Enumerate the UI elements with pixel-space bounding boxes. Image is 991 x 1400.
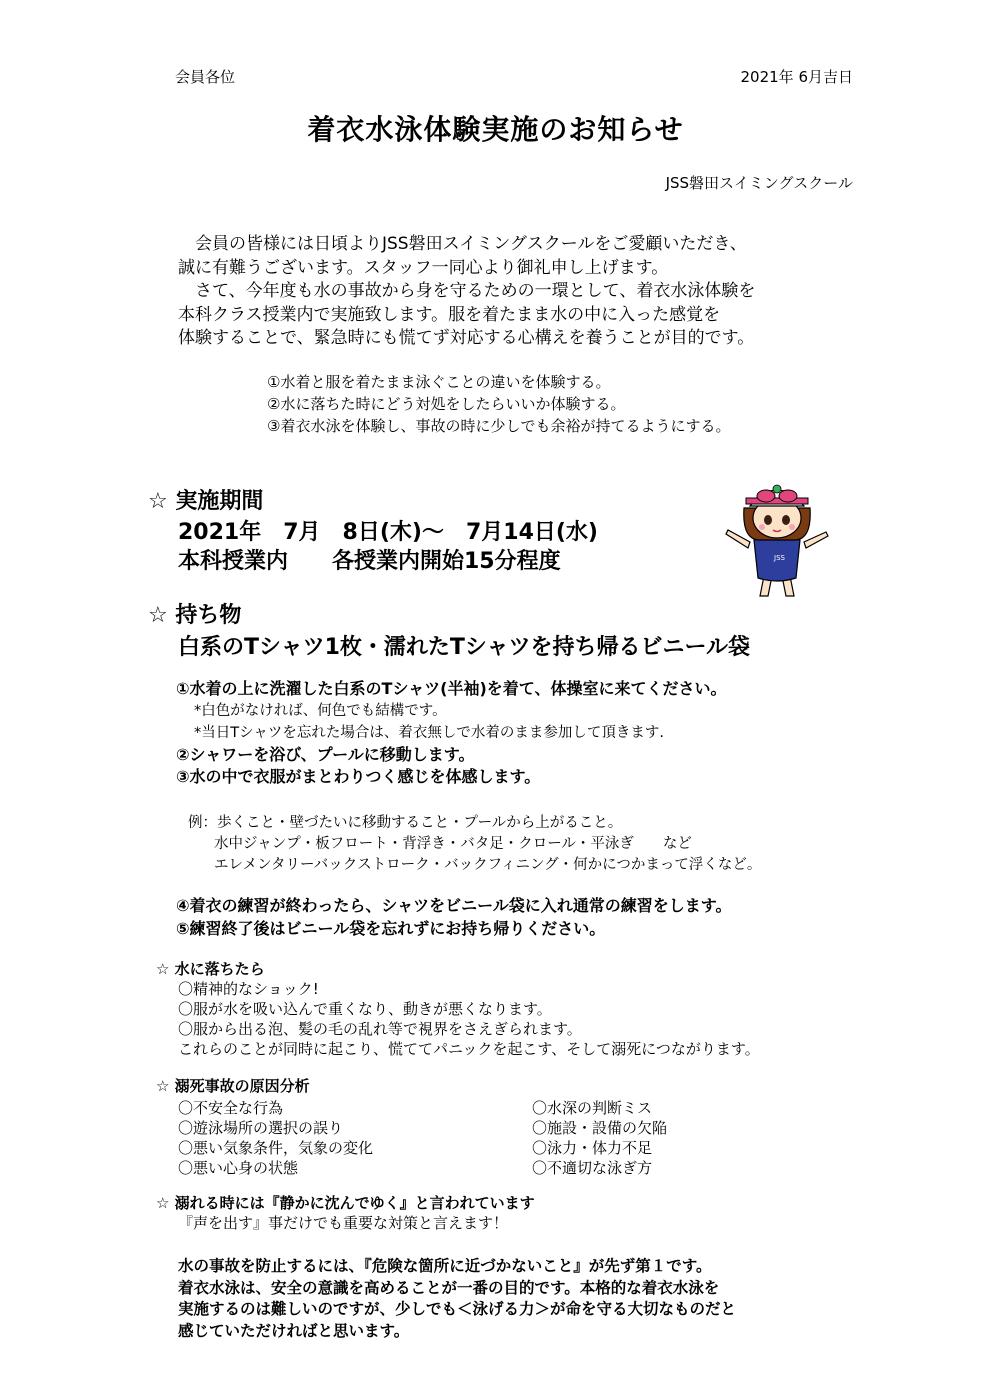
closing-line: 感じていただければと思います。 <box>178 1321 410 1340</box>
cause-item: 〇悪い気象条件，気象の変化 <box>178 1139 374 1157</box>
step-note: *白色がなければ、何色でも結構です。 <box>194 703 447 719</box>
causes-heading: ☆ 溺死事故の原因分析 <box>156 1077 310 1095</box>
causes-grid <box>178 1098 772 1178</box>
step-note: *当日Tシャツを忘れた場合は、着衣無しで水着のまま参加して頂きます. <box>194 725 664 741</box>
closing-line: 水の事故を防止するには、『危険な箇所に近づかないこと』が先ず第１です。 <box>178 1257 712 1275</box>
examples-block <box>188 813 761 876</box>
example-line: 水中ジャンプ・板フロート・背浮き・バタ足・クロール・平泳ぎ など <box>214 836 692 852</box>
mascot-badge: JSS <box>774 554 785 562</box>
step-item: ③水の中で衣服がまとわりつく感じを体感します。 <box>176 767 541 786</box>
belongings-items: 白系のTシャツ1枚・濡れたTシャツを持ち帰るビニール袋 <box>178 635 751 660</box>
drowning-line: 『声を出す』事だけでも重要な対策と言えます！ <box>178 1214 509 1232</box>
cause-item: 〇遊泳場所の選択の誤り <box>178 1119 344 1137</box>
falling-section <box>156 959 760 1059</box>
example-line: 例：歩くこと・壁づたいに移動すること・プールから上がること。 <box>188 815 623 831</box>
procedure-steps <box>176 678 726 788</box>
closing-paragraph <box>178 1256 736 1342</box>
issue-date: 2021年 6月吉日 <box>740 68 853 86</box>
intro-line: 会員の皆様には日頃よりJSS磐田スイミングスクールをご愛顧いただき、 <box>178 234 747 254</box>
cause-item: 〇水深の判断ミス <box>532 1099 653 1117</box>
falling-line: 〇服が水を吸い込んで重くなり、動きが悪くなります。 <box>178 1000 552 1018</box>
belongings-heading: ☆ 持ち物 <box>148 603 242 628</box>
step-item: ④着衣の練習が終わったら、シャツをビニール袋に入れ通常の練習をします。 <box>176 896 732 915</box>
mascot-illustration <box>722 480 832 600</box>
cause-item: 〇不安全な行為 <box>178 1099 284 1117</box>
example-line: エレメンタリーバックストローク・バックフィニング・何かにつかまって浮くなど。 <box>214 857 762 873</box>
intro-line: 体験することで、緊急時にも慌てず対応する心構えを養うことが目的です。 <box>178 328 755 348</box>
step-item: ⑤練習終了後はビニール袋を忘れずにお持ち帰りください。 <box>176 919 606 938</box>
intro-line: 誠に有難うございます。スタッフ一同心より御礼申し上げます。 <box>178 257 669 278</box>
closing-line: 実施するのは難しいのですが、少しでも＜泳げる力＞が命を守る大切なものだと <box>178 1300 737 1318</box>
page-title: 着衣水泳体験実施のお知らせ <box>307 113 684 146</box>
period-dates: 2021年 7月 8日(木)～ 7月14日(水) <box>178 520 598 545</box>
falling-heading: ☆ 水に落ちたら <box>156 960 265 978</box>
aim-item: ①水着と服を着たまま泳ぐことの違いを体験する。 <box>267 373 611 391</box>
closing-line: 着衣水泳は、安全の意識を高めることが一番の目的です。本格的な着衣水泳を <box>178 1278 720 1297</box>
intro-paragraph <box>178 233 755 351</box>
falling-line: 〇服から出る泡、髪の毛の乱れ等で視界をさえぎられます。 <box>178 1020 582 1038</box>
drowning-heading: ☆ 溺れる時には『静かに沈んでゆく』と言われています <box>156 1194 535 1212</box>
aim-item: ③着衣水泳を体験し、事故の時に少しでも余裕が持てるようにする。 <box>267 417 731 435</box>
addressee: 会員各位 <box>175 68 236 86</box>
period-heading: ☆ 実施期間 <box>148 489 264 514</box>
step-item: ②シャワーを浴び、プールに移動します。 <box>176 745 475 764</box>
cause-item: 〇悪い心身の状態 <box>178 1159 299 1177</box>
intro-line: さて、今年度も水の事故から身を守るための一環として、着衣水泳体験を <box>178 281 756 301</box>
aims-list <box>267 371 730 437</box>
causes-section <box>156 1076 310 1096</box>
procedure-steps-continued <box>176 894 731 940</box>
step-item: ①水着の上に洗濯した白系のTシャツ(半袖)を着て、体操室に来てください。 <box>176 679 727 698</box>
cause-item: 〇不適切な泳ぎ方 <box>532 1159 653 1177</box>
drowning-section <box>156 1193 535 1233</box>
organization-name: JSS磐田スイミングスクール <box>665 174 853 192</box>
falling-line: 〇精神的なショック! <box>178 980 319 998</box>
cause-item: 〇泳力・体力不足 <box>532 1139 653 1157</box>
intro-line: 本科クラス授業内で実施致します。服を着たまま水の中に入った感覚を <box>178 304 721 325</box>
aim-item: ②水に落ちた時にどう対処をしたらいいか体験する。 <box>267 395 626 413</box>
period-timing: 本科授業内 各授業内開始15分程度 <box>178 549 561 574</box>
falling-line: これらのことが同時に起こり、慌ててパニックを起こす、そして溺死につながります。 <box>178 1040 760 1058</box>
cause-item: 〇施設・設備の欠陥 <box>532 1119 668 1137</box>
